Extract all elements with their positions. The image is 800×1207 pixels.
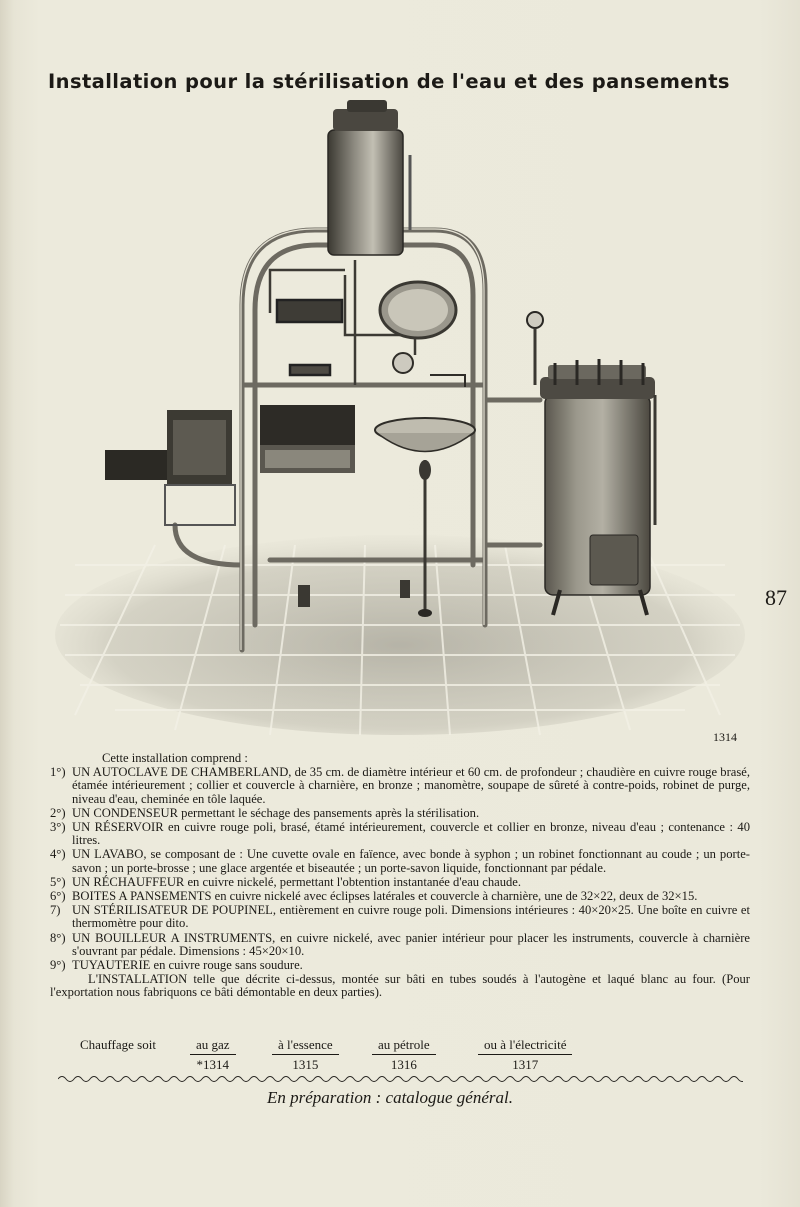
heating-option-code: *1314 [196,1057,230,1072]
heating-option-label: ou à l'électricité [478,1037,572,1055]
oval-mirror [380,282,456,338]
heating-option [478,1037,572,1073]
poupinel-sterilizer [260,405,355,473]
figure-number: 1314 [713,730,737,744]
list-item [50,959,750,972]
heating-option-code: 1315 [292,1057,319,1072]
item-text: UN RÉSERVOIR en cuivre rouge poli, brasé, étamé intérieurement, couvercle et collier en bronze, niveau d'eau ; contenance : 40 litres. [72,820,750,848]
item-number: 1°) [50,765,66,780]
item-text: UN RÉCHAUFFEUR en cuivre nickelé, permettant l'obtention instantanée d'eau chaude. [72,874,522,889]
item-text: UN LAVABO, se composant de : Une cuvette ovale en faïence, avec bonde à syphon ; un robinet fonctionnant au coude ; un porte-savon ; un porte-brosse ; une glace argentée et biseautée ; un porte-savon liquide, fonctionnant par pédale. [72,847,750,875]
closing-paragraph: L'INSTALLATION telle que décrite ci-dessus, montée sur bâti en tubes soudés à l'autogène et laqué blanc au four. (Pour l'exportation nous fabriquons ce bâti démontable en deux parties). [50,972,750,1000]
list-item [50,904,750,930]
list-item [50,876,750,889]
reservoir [328,100,410,255]
item-number: 9°) [50,958,66,973]
description-text [50,752,750,1000]
intro-line: Cette installation comprend : [102,751,248,765]
item-number: 7) [50,903,61,918]
item-number: 6°) [50,889,66,904]
heating-option-label: au pétrole [372,1037,436,1055]
item-number: 4°) [50,847,66,862]
heating-option-code: 1316 [390,1057,417,1072]
item-text: UN BOUILLEUR A INSTRUMENTS, en cuivre nickelé, avec panier intérieur pour placer les instruments, couvercle à charnière s'ouvrant par pédale. Dimensions : 45×20×10. [72,930,750,958]
list-item [50,766,750,806]
list-item [50,932,750,958]
list-item [50,821,750,847]
item-number: 2°) [50,805,66,820]
heating-option-label: au gaz [190,1037,236,1055]
item-text: UN STÉRILISATEUR DE POUPINEL, entièrement en cuivre rouge poli. Dimensions intérieures : 40×20×25. Une boîte en cuivre et thermomètre pour dito. [72,903,750,931]
item-number: 5°) [50,874,66,889]
footer-note: En préparation : catalogue général. [267,1088,513,1107]
heating-label: Chauffage soit [80,1037,156,1052]
list-item [50,807,750,820]
chamberland-autoclave [527,312,655,615]
heating-option [372,1037,436,1073]
heating-option [272,1037,339,1073]
page-title: Installation pour la stérilisation de l'eau et des pansements [48,70,730,93]
item-text: BOITES A PANSEMENTS en cuivre nickelé avec éclipses latérales et couvercle à charnière, une de 32×22, deux de 32×15. [72,889,698,904]
item-text: UN AUTOCLAVE DE CHAMBERLAND, de 35 cm. de diamètre intérieur et 60 cm. de profondeur ; chaudière en cuivre rouge brasé, étamée intérieurement ; collier et couvercle à charnière, en bronze ; manomètre, soupape de sûreté à contre-poids, robinet de purge, niveau d'eau, cheminée en tôle laquée. [72,765,750,806]
page-number: 87 [765,585,787,610]
item-text: UN CONDENSEUR permettant le séchage des pansements après la stérilisation. [72,805,480,820]
heating-option-label: à l'essence [272,1037,339,1055]
sterilization-installation-illustration [55,95,745,735]
item-number: 3°) [50,820,66,835]
heating-option-code: 1317 [512,1057,539,1072]
list-item [50,890,750,903]
tap-and-soap-dispenser [393,353,465,387]
item-number: 8°) [50,930,66,945]
wavy-divider [58,1073,743,1085]
installation-engraving [55,95,745,735]
item-text: TUYAUTERIE en cuivre rouge sans soudure. [72,958,303,973]
instrument-boiler [105,410,235,525]
heating-option [190,1037,236,1073]
list-item [50,848,750,874]
